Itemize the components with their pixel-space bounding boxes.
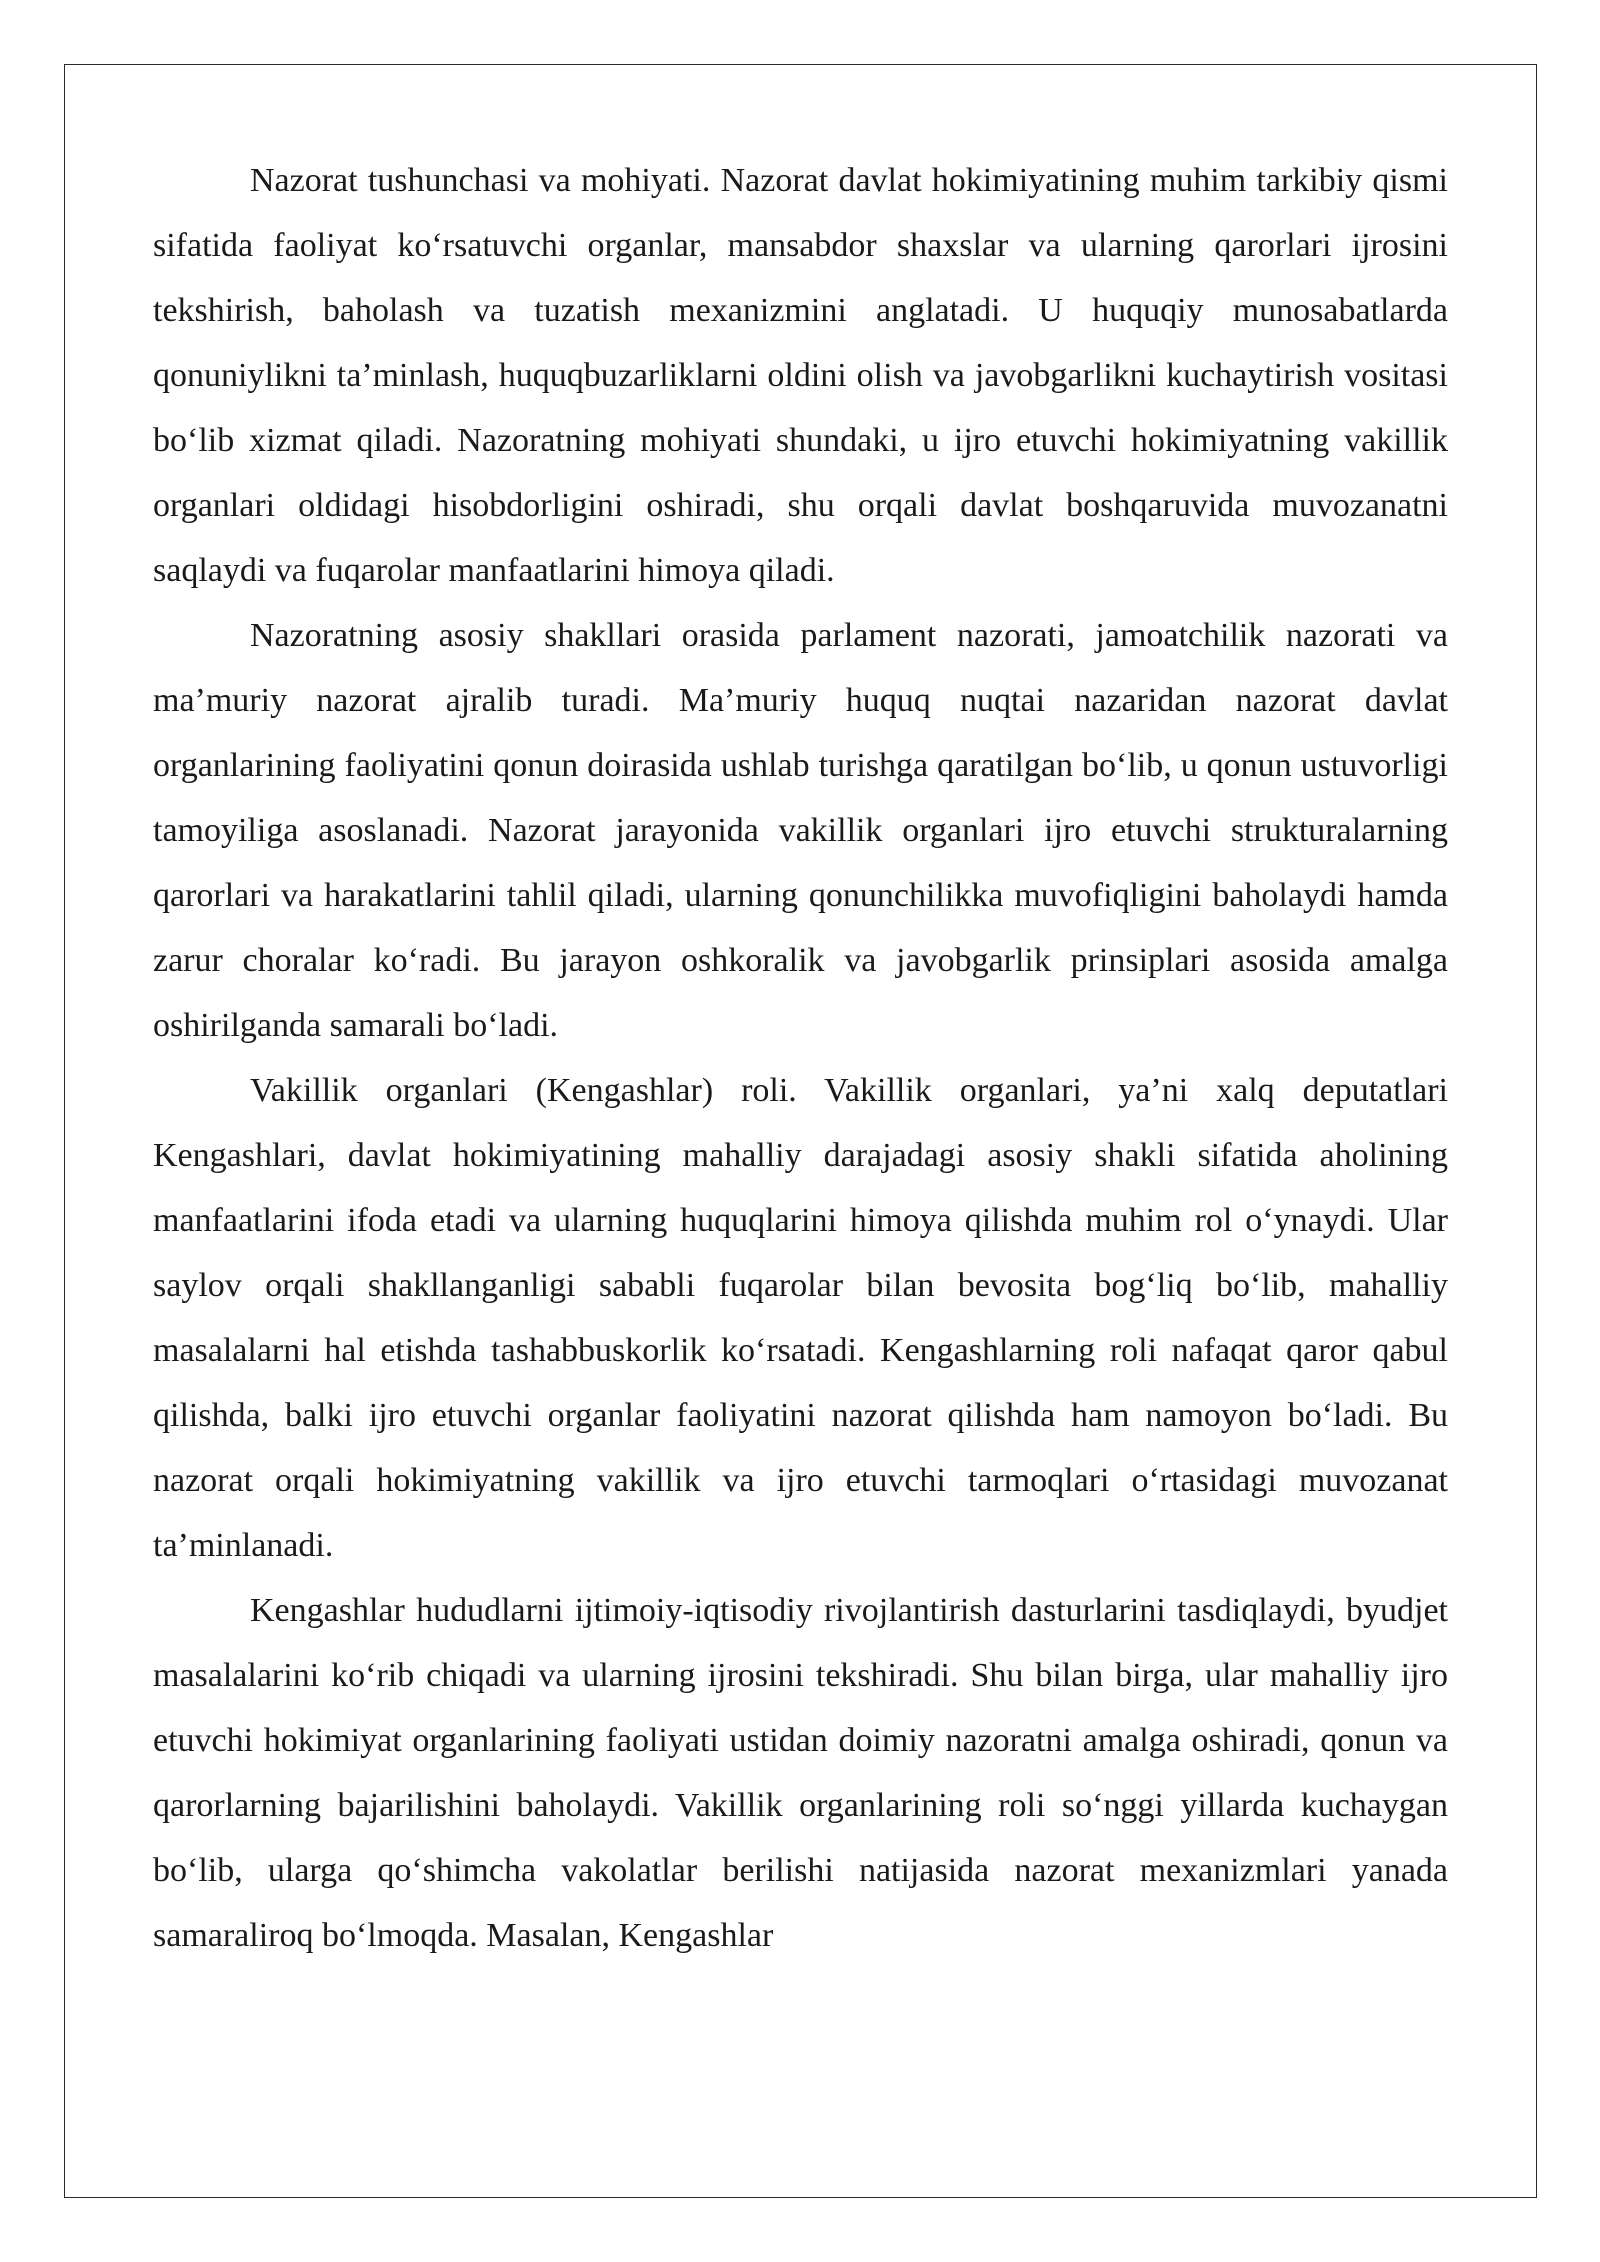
document-body [153,148,1448,1968]
paragraph-nazorat-tushunchasi: Nazorat tushunchasi va mohiyati. Nazorat davlat hokimiyatining muhim tarkibiy qismi sifatida faoliyat ko‘rsatuvchi organlar, mansabdor shaxslar va ularning qarorlari ijrosini tekshirish, baholash va tuzatish mexanizmini anglatadi. U huquqiy munosabatlarda qonuniylikni ta’minlash, huquqbuzarliklarni oldini olish va javobgarlikni kuchaytirish vositasi bo‘lib xizmat qiladi. Nazoratning mohiyati shundaki, u ijro etuvchi hokimiyatning vakillik organlari oldidagi hisobdorligini oshiradi, shu orqali davlat boshqaruvida muvozanatni saqlaydi va fuqarolar manfaatlarini himoya qiladi. [153,162,1448,589]
paragraph-nazorat-shakllari: Nazoratning asosiy shakllari orasida parlament nazorati, jamoatchilik nazorati va ma’muriy nazorat ajralib turadi. Ma’muriy huquq nuqtai nazaridan nazorat davlat organlarining faoliyatini qonun doirasida ushlab turishga qaratilgan bo‘lib, u qonun ustuvorligi tamoyiliga asoslanadi. Nazorat jarayonida vakillik organlari ijro etuvchi strukturalarning qarorlari va harakatlarini tahlil qiladi, ularning qonunchilikka muvofiqligini baholaydi hamda zarur choralar ko‘radi. Bu jarayon oshkoralik va javobgarlik prinsiplari asosida amalga oshirilganda samarali bo‘ladi. [153,617,1448,1044]
paragraph-kengashlar-vakolatlari: Kengashlar hududlarni ijtimoiy-iqtisodiy rivojlantirish dasturlarini tasdiqlaydi, byudjet masalalarini ko‘rib chiqadi va ularning ijrosini tekshiradi. Shu bilan birga, ular mahalliy ijro etuvchi hokimiyat organlarining faoliyati ustidan doimiy nazoratni amalga oshiradi, qonun va qarorlarning bajarilishini baholaydi. Vakillik organlarining roli so‘nggi yillarda kuchaygan bo‘lib, ularga qo‘shimcha vakolatlar berilishi natijasida nazorat mexanizmlari yanada samaraliroq bo‘lmoqda. Masalan, Kengashlar [153,1592,1448,1954]
paragraph-vakillik-organlari-roli: Vakillik organlari (Kengashlar) roli. Vakillik organlari, ya’ni xalq deputatlari Kengashlari, davlat hokimiyatining mahalliy darajadagi asosiy shakli sifatida aholining manfaatlarini ifoda etadi va ularning huquqlarini himoya qilishda muhim rol o‘ynaydi. Ular saylov orqali shakllanganligi sababli fuqarolar bilan bevosita bog‘liq bo‘lib, mahalliy masalalarni hal etishda tashabbuskorlik ko‘rsatadi. Kengashlarning roli nafaqat qaror qabul qilishda, balki ijro etuvchi organlar faoliyatini nazorat qilishda ham namoyon bo‘ladi. Bu nazorat orqali hokimiyatning vakillik va ijro etuvchi tarmoqlari o‘rtasidagi muvozanat ta’minlanadi. [153,1072,1448,1564]
